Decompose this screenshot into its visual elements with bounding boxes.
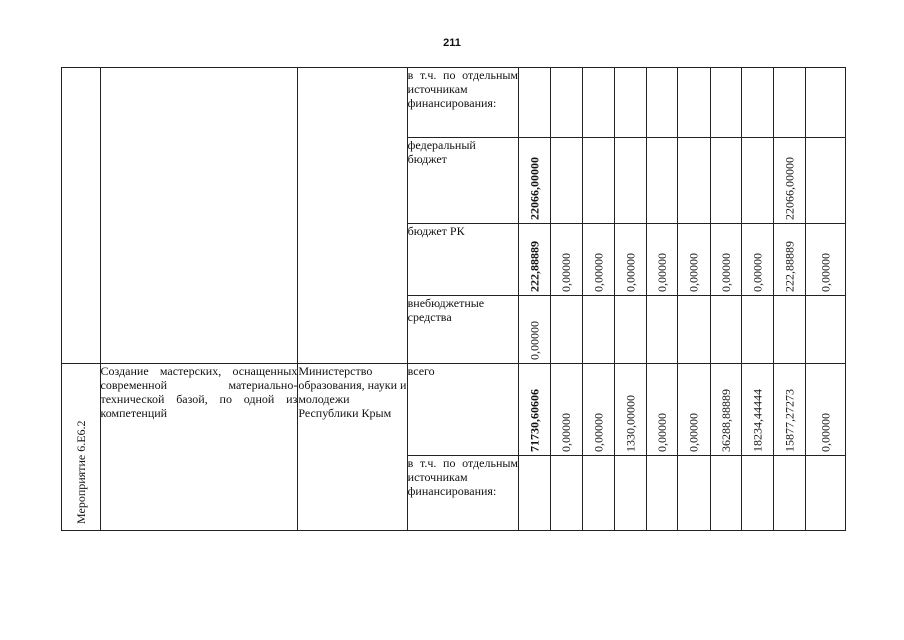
- value-cell: [742, 298, 773, 360]
- value-cell: [551, 298, 581, 360]
- measure-code-cell-empty: [62, 68, 101, 364]
- value-cell: 15877,27273: [782, 389, 797, 452]
- incl-sources-label: в т.ч. по отдельным источникам финансирования:: [407, 68, 518, 138]
- value-cell: 0,00000: [527, 321, 542, 360]
- value-cell: 0,00000: [818, 413, 833, 452]
- value-cell: 222,88889: [527, 241, 542, 292]
- value-cell: [742, 140, 773, 220]
- value-cell: 0,00000: [655, 253, 670, 292]
- value-cell: [647, 298, 677, 360]
- value-cell: 0,00000: [591, 253, 606, 292]
- value-cell: 71730,60606: [527, 389, 542, 452]
- value-cell: 0,00000: [591, 413, 606, 452]
- value-cell: [711, 298, 741, 360]
- measure-executor: Министерство образования, науки и молодежи Республики Крым: [298, 364, 407, 531]
- value-cell: [647, 140, 677, 220]
- table-row: [62, 68, 846, 138]
- value-cell: 0,00000: [818, 253, 833, 292]
- measure-name-cell-empty: [100, 68, 298, 364]
- budget-table: [61, 67, 846, 531]
- rk-budget-label: бюджет РК: [407, 224, 518, 296]
- value-cell: 0,00000: [750, 253, 765, 292]
- total-label: всего: [407, 364, 518, 456]
- measure-code-cell: [62, 364, 101, 531]
- value-cell: [551, 140, 581, 220]
- table-row: [62, 364, 846, 456]
- value-cell: 0,00000: [655, 413, 670, 452]
- page-number: 211: [443, 37, 461, 49]
- value-cell: 0,00000: [559, 253, 574, 292]
- value-cell: 0,00000: [686, 253, 701, 292]
- federal-budget-label: федеральный бюджет: [407, 138, 518, 224]
- value-cell: 18234,44444: [750, 389, 765, 452]
- value-cell: [774, 298, 805, 360]
- value-cell: [678, 140, 709, 220]
- value-cell: [711, 140, 741, 220]
- value-cell: [678, 298, 709, 360]
- value-cell: [583, 140, 614, 220]
- value-cell: 0,00000: [686, 413, 701, 452]
- value-cell: [583, 298, 614, 360]
- executor-cell-empty: [298, 68, 407, 364]
- value-cell: 36288,88889: [718, 389, 733, 452]
- value-cell: 1330,00000: [623, 395, 638, 452]
- value-cell: 0,00000: [718, 253, 733, 292]
- value-cell: 22066,00000: [782, 157, 797, 220]
- value-cell: 222,88889: [782, 241, 797, 292]
- extra-budget-label: внебюджетные средства: [407, 296, 518, 364]
- value-cell: [806, 140, 845, 220]
- value-cell: 22066,00000: [527, 157, 542, 220]
- measure-name: Создание мастерских, оснащенных современной материально-технической базой, по одной из компетенций: [100, 364, 298, 531]
- value-cell: 0,00000: [559, 413, 574, 452]
- value-cell: [615, 140, 646, 220]
- value-cell: 0,00000: [623, 253, 638, 292]
- value-cell: [806, 298, 845, 360]
- incl-sources-label: в т.ч. по отдельным источникам финансирования:: [407, 456, 518, 531]
- measure-code: Мероприятие 6.Е6.2: [73, 420, 88, 524]
- value-cell: [615, 298, 646, 360]
